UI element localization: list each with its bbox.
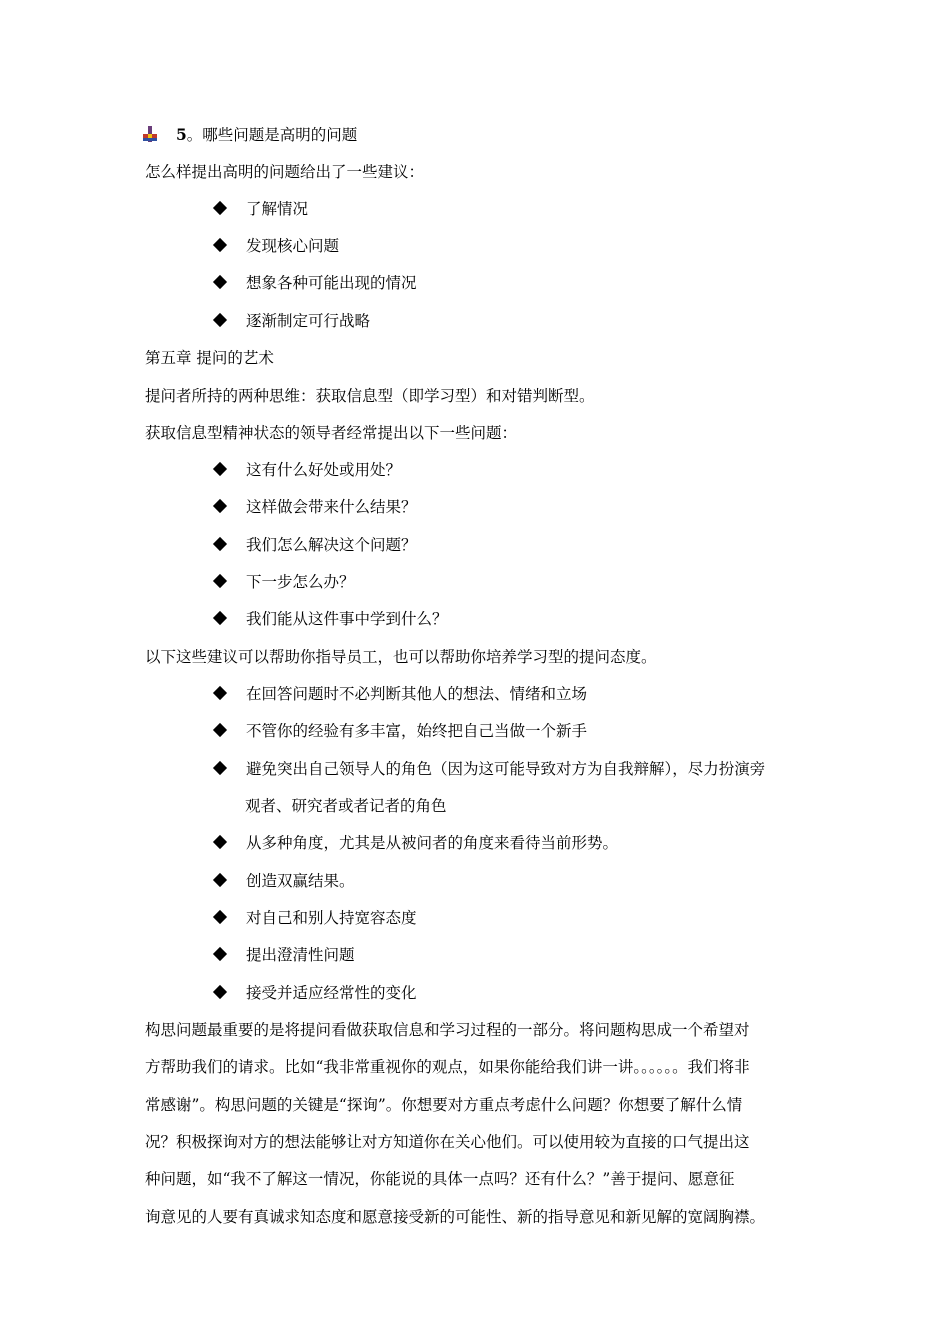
- list-item: 发现核心问题: [212, 236, 339, 256]
- diamond-bullet-icon: [213, 462, 227, 476]
- section-title: 。哪些问题是高明的问题: [186, 126, 358, 144]
- diamond-bullet-icon: [213, 201, 227, 215]
- section-number: 5: [176, 125, 187, 144]
- diamond-bullet-icon: [213, 611, 227, 625]
- list-item: 我们能从这件事中学到什么？: [212, 609, 448, 629]
- list-item: 这样做会带来什么结果？: [212, 497, 417, 517]
- diamond-bullet-icon: [213, 873, 227, 887]
- list-item: 创造双赢结果。: [212, 871, 355, 891]
- paragraph-line: 询意见的人要有真诚求知态度和愿意接受新的可能性、新的指导意见和新见解的宽阔胸襟。: [145, 1208, 766, 1226]
- section-heading: [176, 125, 357, 145]
- list-item: 在回答问题时不必判断其他人的想法、情绪和立场: [212, 684, 587, 704]
- diamond-bullet-icon: [213, 275, 227, 289]
- list-item-continuation: 观者、研究者或者记者的角色: [245, 797, 447, 815]
- list-item: 这有什么好处或用处？: [212, 460, 401, 480]
- diamond-bullet-icon: [213, 910, 227, 924]
- paragraph-line: 构思问题最重要的是将提问看做获取信息和学习过程的一部分。将问题构思成一个希望对: [145, 1021, 750, 1039]
- list-item: 想象各种可能出现的情况: [212, 273, 417, 293]
- paragraph: 提问者所持的两种思维：获取信息型（即学习型）和对错判断型。: [145, 387, 595, 405]
- paragraph-line: 况？积极探询对方的想法能够让对方知道你在关心他们。可以使用较为直接的口气提出这: [145, 1133, 750, 1151]
- diamond-bullet-icon: [213, 574, 227, 588]
- paragraph-line: 常感谢”。构思问题的关键是“探询”。你想要对方重点考虑什么问题？你想要了解什么情: [145, 1096, 743, 1114]
- diamond-bullet-icon: [213, 985, 227, 999]
- list-item: 提出澄清性问题: [212, 945, 355, 965]
- list-item: 从多种角度，尤其是从被问者的角度来看待当前形势。: [212, 833, 618, 853]
- diamond-bullet-icon: [213, 499, 227, 513]
- diamond-bullet-icon: [213, 537, 227, 551]
- list-item: 下一步怎么办？: [212, 572, 355, 592]
- diamond-bullet-icon: [213, 761, 227, 775]
- chapter-title: 第五章 提问的艺术: [145, 349, 274, 367]
- list-item: 不管你的经验有多丰富，始终把自己当做一个新手: [212, 721, 587, 741]
- paragraph-line: 种问题，如“我不了解这一情况，你能说的具体一点吗？还有什么？”善于提问、愿意征: [145, 1170, 735, 1188]
- paragraph-line: 方帮助我们的请求。比如“我非常重视你的观点，如果你能给我们讲一讲。。。。。。我们将非: [145, 1058, 750, 1076]
- list-item: 接受并适应经常性的变化: [212, 983, 417, 1003]
- diamond-bullet-icon: [213, 313, 227, 327]
- list-item: 避免突出自己领导人的角色（因为这可能导致对方为自我辩解），尽力扮演旁: [212, 759, 765, 779]
- paragraph: 获取信息型精神状态的领导者经常提出以下一些问题：: [145, 424, 518, 442]
- diamond-bullet-icon: [213, 238, 227, 252]
- intro-paragraph: 怎么样提出高明的问题给出了一些建议：: [145, 163, 425, 181]
- list-item: 我们怎么解决这个问题？: [212, 535, 417, 555]
- diamond-bullet-icon: [213, 947, 227, 961]
- list-item: 逐渐制定可行战略: [212, 311, 370, 331]
- diamond-bullet-icon: [213, 835, 227, 849]
- list-item: 对自己和别人持宽容态度: [212, 908, 417, 928]
- bullet-cross-icon: [143, 126, 157, 142]
- list-item: 了解情况: [212, 199, 308, 219]
- diamond-bullet-icon: [213, 686, 227, 700]
- diamond-bullet-icon: [213, 723, 227, 737]
- paragraph: 以下这些建议可以帮助你指导员工，也可以帮助你培养学习型的提问态度。: [145, 648, 657, 666]
